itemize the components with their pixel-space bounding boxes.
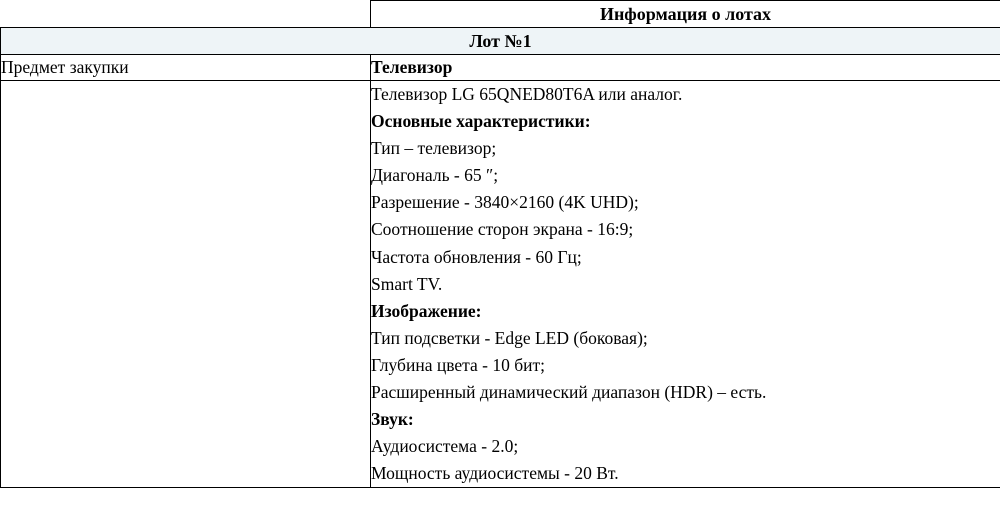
- table-row-lot-band: [1, 28, 1000, 55]
- spec-line: Тип подсветки - Edge LED (боковая);: [371, 327, 648, 348]
- spec-line: Глубина цвета - 10 бит;: [371, 354, 545, 375]
- spec-line: Аудиосистема - 2.0;: [371, 436, 519, 457]
- table-row-title: [1, 1, 1000, 28]
- spec-line: Звук:: [371, 409, 414, 430]
- spec-line: Частота обновления - 60 Гц;: [371, 246, 582, 267]
- spec-line: Тип – телевизор;: [371, 138, 497, 159]
- subject-value: Телевизор: [371, 55, 1000, 81]
- document-title: Информация о лотах: [371, 1, 1000, 28]
- spec-line: Диагональ - 65 ″;: [371, 165, 499, 186]
- spec-line: Разрешение - 3840×2160 (4K UHD);: [371, 192, 639, 213]
- specifications-cell: [371, 81, 1000, 488]
- title-row-spacer: [1, 1, 371, 28]
- spec-line: Мощность аудиосистемы - 20 Вт.: [371, 463, 619, 484]
- spec-line: Smart TV.: [371, 273, 443, 294]
- spec-line: Соотношение сторон экрана - 16:9;: [371, 219, 634, 240]
- lot-number-header: Лот №1: [1, 28, 1000, 55]
- spec-line: Расширенный динамический диапазон (HDR) – есть.: [371, 382, 767, 403]
- specifications-empty-cell: [1, 81, 371, 488]
- subject-label: Предмет закупки: [1, 55, 371, 81]
- spec-line: Телевизор LG 65QNED80T6A или аналог.: [371, 84, 683, 104]
- specifications-list: [371, 81, 1000, 487]
- table-row-subject: [1, 55, 1000, 81]
- spec-line: Основные характеристики:: [371, 111, 591, 132]
- spec-line: Изображение:: [371, 300, 482, 321]
- table-row-specifications: [1, 81, 1000, 488]
